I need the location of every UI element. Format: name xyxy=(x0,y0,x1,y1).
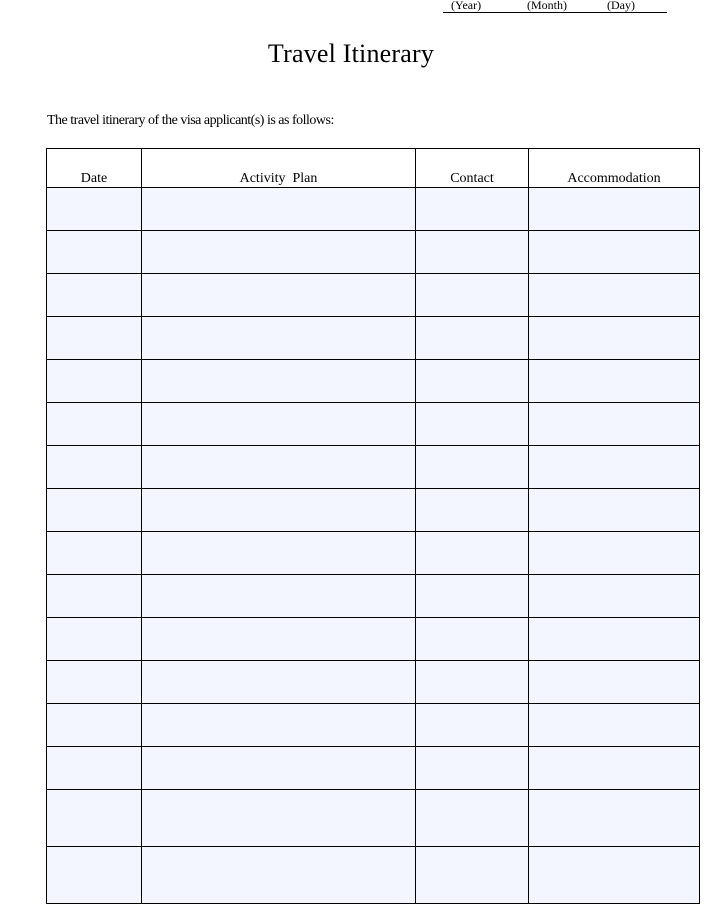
contact-field[interactable] xyxy=(416,575,529,618)
date-field[interactable] xyxy=(47,661,142,704)
date-field[interactable] xyxy=(47,575,142,618)
accommodation-field[interactable] xyxy=(529,231,700,274)
date-field[interactable] xyxy=(47,704,142,747)
accommodation-field[interactable] xyxy=(529,403,700,446)
column-header-activity-plan: Activity Plan xyxy=(142,149,416,188)
activity-plan-field[interactable] xyxy=(142,360,416,403)
accommodation-field[interactable] xyxy=(529,704,700,747)
table-row xyxy=(47,231,700,274)
column-header-contact: Contact xyxy=(416,149,529,188)
column-header-accommodation: Accommodation xyxy=(529,149,700,188)
accommodation-field[interactable] xyxy=(529,489,700,532)
date-line xyxy=(443,0,667,13)
activity-plan-field[interactable] xyxy=(142,446,416,489)
date-field[interactable] xyxy=(47,489,142,532)
activity-plan-field[interactable] xyxy=(142,704,416,747)
accommodation-field[interactable] xyxy=(529,317,700,360)
table-header-row xyxy=(47,149,700,188)
contact-field[interactable] xyxy=(416,790,529,847)
month-label: (Month) xyxy=(527,0,567,12)
date-field[interactable] xyxy=(47,274,142,317)
activity-plan-field[interactable] xyxy=(142,532,416,575)
activity-plan-field[interactable] xyxy=(142,231,416,274)
contact-field[interactable] xyxy=(416,704,529,747)
contact-field[interactable] xyxy=(416,661,529,704)
accommodation-field[interactable] xyxy=(529,747,700,790)
activity-plan-field[interactable] xyxy=(142,847,416,904)
activity-plan-field[interactable] xyxy=(142,661,416,704)
table-row xyxy=(47,704,700,747)
table-row xyxy=(47,188,700,231)
accommodation-field[interactable] xyxy=(529,661,700,704)
accommodation-field[interactable] xyxy=(529,532,700,575)
contact-field[interactable] xyxy=(416,847,529,904)
date-field[interactable] xyxy=(47,847,142,904)
year-label: (Year) xyxy=(451,0,482,12)
activity-plan-field[interactable] xyxy=(142,489,416,532)
table-row xyxy=(47,446,700,489)
date-field[interactable] xyxy=(47,317,142,360)
activity-plan-field[interactable] xyxy=(142,575,416,618)
accommodation-field[interactable] xyxy=(529,360,700,403)
intro-text: The travel itinerary of the visa applicant(s) is as follows: xyxy=(47,113,334,128)
contact-field[interactable] xyxy=(416,360,529,403)
column-header-date: Date xyxy=(47,149,142,188)
table-row xyxy=(47,790,700,847)
activity-plan-field[interactable] xyxy=(142,403,416,446)
activity-plan-field[interactable] xyxy=(142,618,416,661)
table-row xyxy=(47,274,700,317)
itinerary-body xyxy=(47,188,700,904)
date-field[interactable] xyxy=(47,403,142,446)
activity-plan-field[interactable] xyxy=(142,274,416,317)
page-title: Travel Itinerary xyxy=(267,39,435,68)
table-row xyxy=(47,847,700,904)
date-field[interactable] xyxy=(47,231,142,274)
contact-field[interactable] xyxy=(416,489,529,532)
table-row xyxy=(47,360,700,403)
itinerary-table xyxy=(46,148,700,904)
date-field[interactable] xyxy=(47,360,142,403)
day-label: (Day) xyxy=(607,0,635,12)
date-field[interactable] xyxy=(47,446,142,489)
contact-field[interactable] xyxy=(416,747,529,790)
contact-field[interactable] xyxy=(416,618,529,661)
date-field[interactable] xyxy=(47,532,142,575)
date-field[interactable] xyxy=(47,747,142,790)
table-row xyxy=(47,575,700,618)
accommodation-field[interactable] xyxy=(529,847,700,904)
accommodation-field[interactable] xyxy=(529,790,700,847)
accommodation-field[interactable] xyxy=(529,575,700,618)
table-row xyxy=(47,747,700,790)
date-field[interactable] xyxy=(47,188,142,231)
table-row xyxy=(47,532,700,575)
contact-field[interactable] xyxy=(416,231,529,274)
date-field[interactable] xyxy=(47,618,142,661)
date-field[interactable] xyxy=(47,790,142,847)
activity-plan-field[interactable] xyxy=(142,317,416,360)
contact-field[interactable] xyxy=(416,274,529,317)
activity-plan-field[interactable] xyxy=(142,188,416,231)
contact-field[interactable] xyxy=(416,532,529,575)
contact-field[interactable] xyxy=(416,188,529,231)
table-row xyxy=(47,661,700,704)
contact-field[interactable] xyxy=(416,446,529,489)
table-row xyxy=(47,618,700,661)
table-row xyxy=(47,317,700,360)
accommodation-field[interactable] xyxy=(529,446,700,489)
accommodation-field[interactable] xyxy=(529,188,700,231)
accommodation-field[interactable] xyxy=(529,618,700,661)
contact-field[interactable] xyxy=(416,317,529,360)
contact-field[interactable] xyxy=(416,403,529,446)
table-row xyxy=(47,489,700,532)
table-row xyxy=(47,403,700,446)
activity-plan-field[interactable] xyxy=(142,747,416,790)
activity-plan-field[interactable] xyxy=(142,790,416,847)
accommodation-field[interactable] xyxy=(529,274,700,317)
